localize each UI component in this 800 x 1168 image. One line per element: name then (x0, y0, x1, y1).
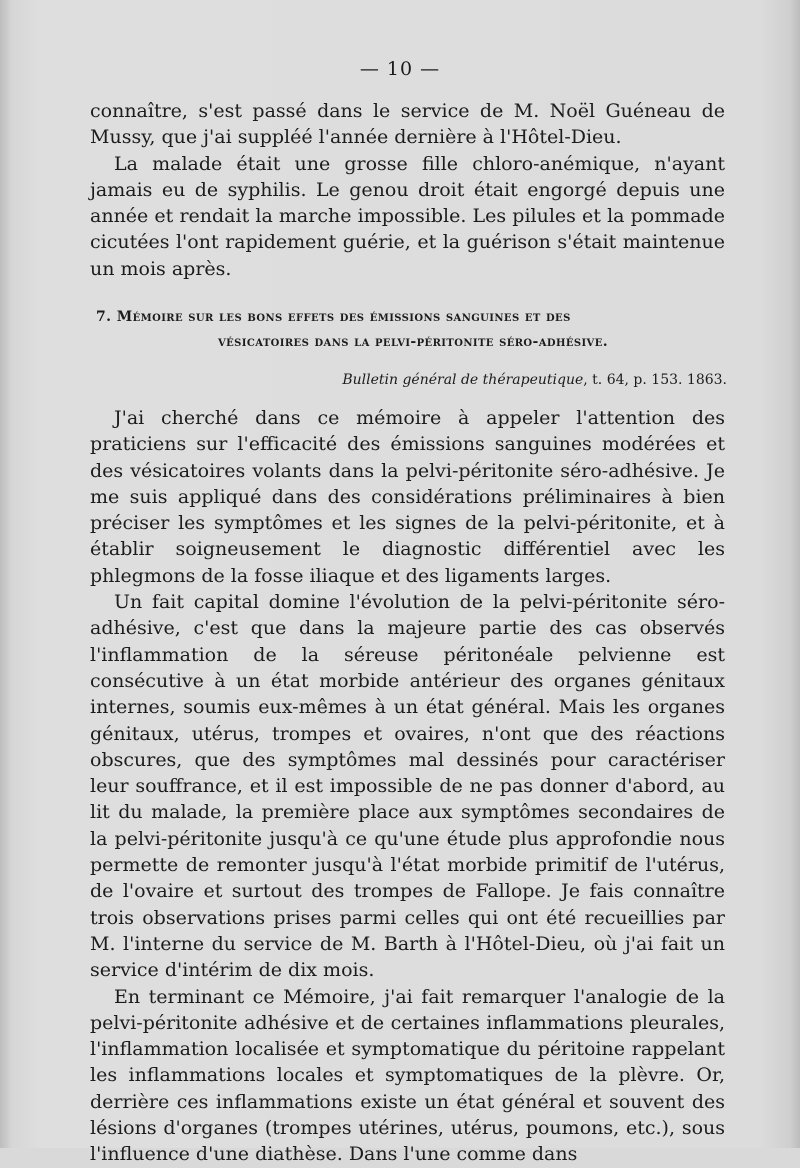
section-heading-line-1: 7. Mémoire sur les bons effets des émissions sanguines et des (96, 309, 571, 325)
section-heading-line-2: vésicatoires dans la pelvi-péritonite séro-adhésive. (217, 334, 609, 350)
paragraph: Un fait capital domine l'évolution de la pelvi-péritonite séro-adhésive, c'est que dans la majeure partie des cas observés l'inflammation de la séreuse péritonéale pelvienne est consécutive à un état morbide antérieur des organes génitaux internes, soumis eux-mêmes à un état général. Mais les organes génitaux, utérus, trompes et ovaires, n'ont que des réactions obscures, que des symptômes mal dessinés pour caractériser leur souffrance, et il est impossible de ne pas donner d'abord, au lit du malade, la première place aux symptômes secondaires de la pelvi-péritonite jusqu'à ce qu'une étude plus approfondie nous permette de remonter jusqu'à l'état morbide primitif de l'utérus, de l'ovaire et surtout des trompes de Fallope. Je fais connaître trois observations prises parmi celles qui ont été recueillies par M. l'interne du service de M. Barth à l'Hôtel-Dieu, où j'ai fait un service d'intérim de dix mois. (90, 591, 725, 982)
intro-text (90, 98, 725, 282)
paragraph: En terminant ce Mémoire, j'ai fait remarquer l'analogie de la pelvi-péritonite adhésive et de certaines inflammations pleurales, l'inflammation localisée et symptomatique du péritoine rappelant les inflammations locales et symptomatiques de la plèvre. Or, derrière ces inflammations existe un état général et souvent des lésions d'organes (trompes utérines, utérus, poumons, etc.), sous l'influence d'une diathèse. Dans l'une comme dans (90, 985, 725, 1166)
citation-journal: Bulletin général de thérapeutique (342, 372, 584, 388)
paragraph: connaître, s'est passé dans le service de M. Noël Guéneau de Mussy, que j'ai suppléé l'année dernière à l'Hôtel-Dieu. (90, 100, 725, 149)
citation (90, 372, 727, 388)
citation-reference: , t. 64, p. 153. 1863. (583, 372, 727, 388)
paragraph: J'ai cherché dans ce mémoire à appeler l'attention des praticiens sur l'efficacité des émissions sanguines modérées et des vésicatoires volants dans la pelvi-péritonite séro-adhésive. Je me suis appliqué dans des considérations préliminaires à bien préciser les symptômes et les signes de la pelvi-péritonite, et à établir soigneusement le diagnostic différentiel avec les phlegmons de la fosse iliaque et des ligaments larges. (90, 407, 725, 587)
paragraph: La malade était une grosse fille chloro-anémique, n'ayant jamais eu de syphilis. Le genou droit était engorgé depuis une année et rendait la marche impossible. Les pilules et la pommade cicutées l'ont rapidement guérie, et la guérison s'était maintenue un mois après. (90, 152, 725, 280)
page-number: — 10 — (359, 58, 441, 80)
body-text (90, 405, 725, 1168)
section-heading (96, 305, 724, 355)
